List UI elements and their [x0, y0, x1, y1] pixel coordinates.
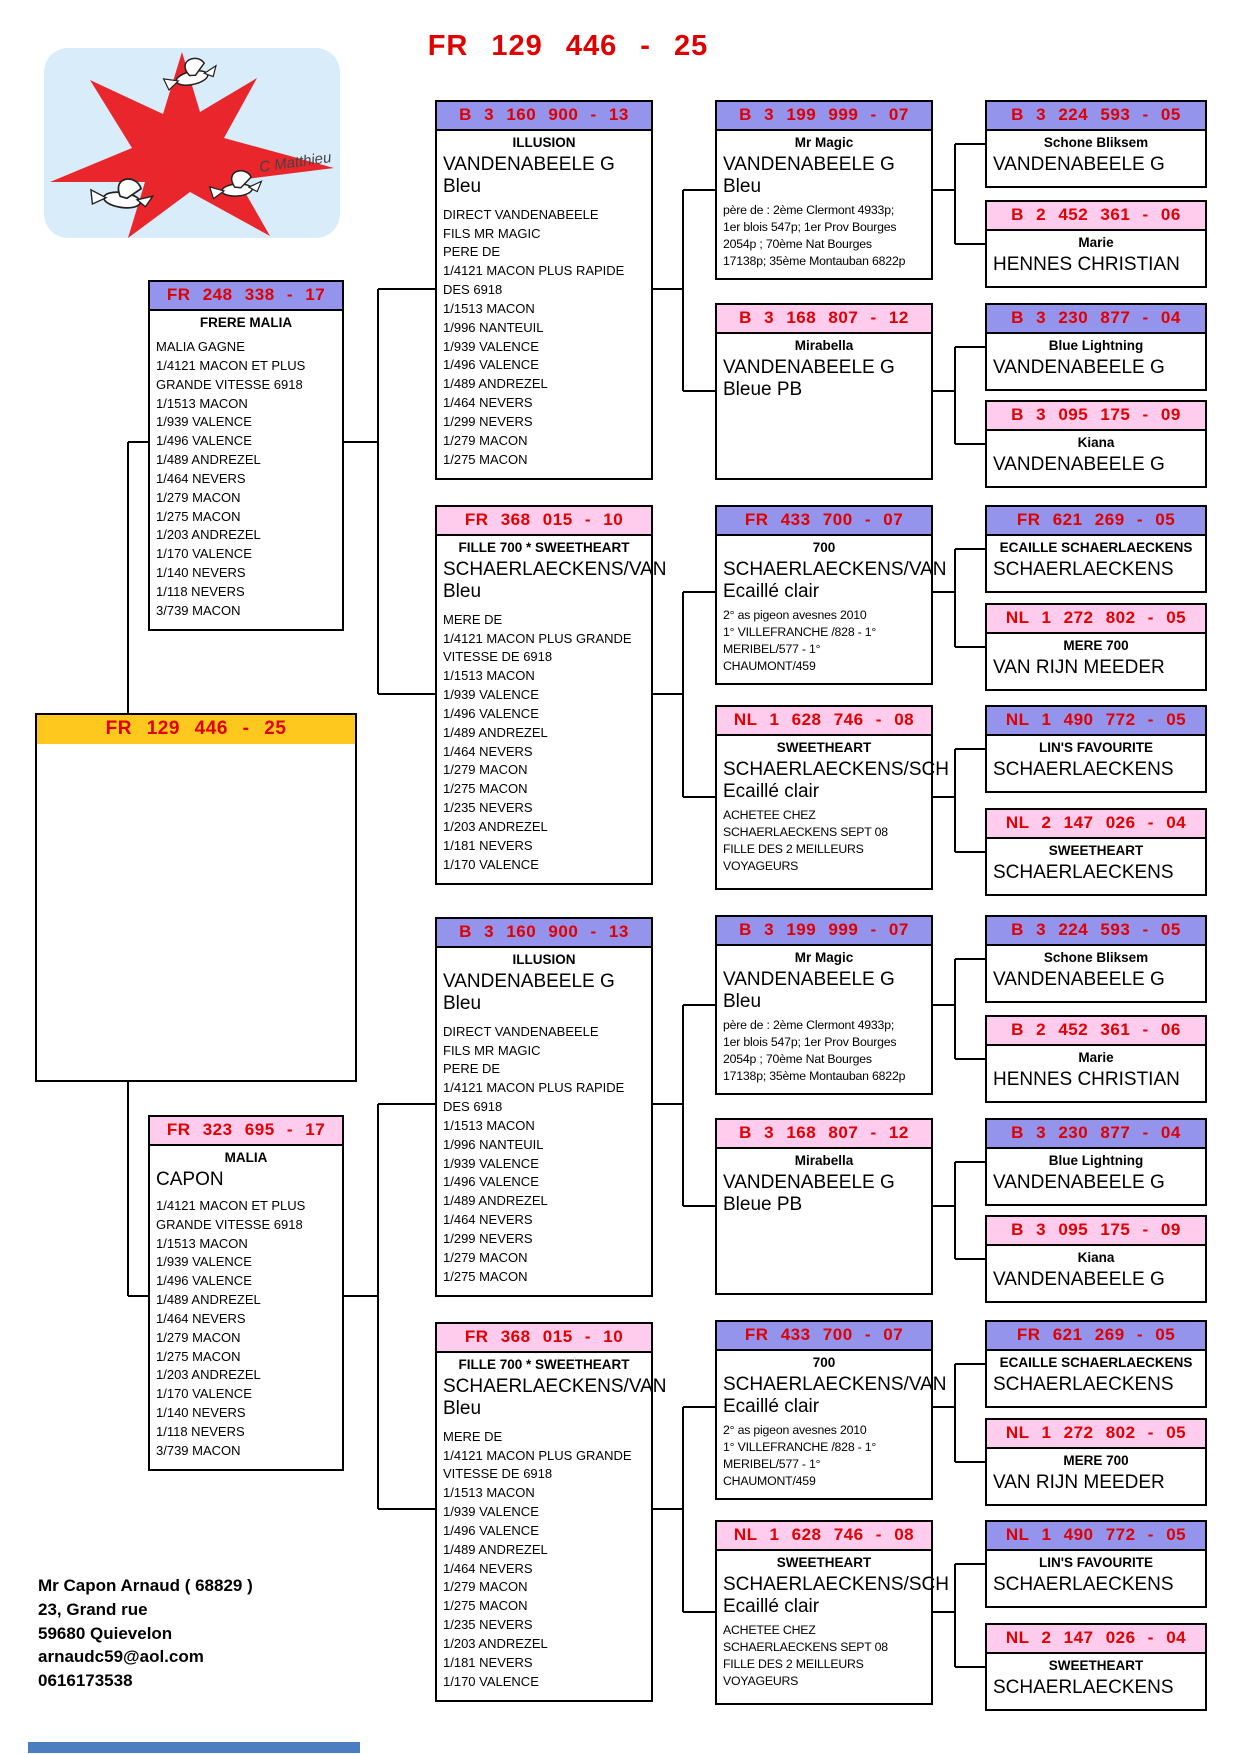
pedigree-box-sweetheart-08: [715, 1520, 949, 1705]
result-line: 1/279 MACON: [443, 432, 528, 448]
fancier-name: VANDENABEELE G: [723, 1172, 895, 1193]
box-body: [717, 1551, 949, 1698]
result-line: 3/739 MACON: [156, 602, 241, 618]
pedigree-box-schone-bliksem: [985, 915, 1207, 1003]
pigeon-name: ILLUSION: [512, 952, 576, 967]
fancier-name: SCHAERLAECKENS: [993, 1574, 1174, 1595]
ring-number: B 3 224 593 - 05: [987, 917, 1205, 946]
result-line: 1° VILLEFRANCHE /828 - 1°: [723, 624, 877, 639]
result-line: 1/496 VALENCE: [443, 1522, 539, 1538]
box-body: [987, 839, 1205, 892]
pigeon-name: Marie: [1078, 1050, 1114, 1065]
pigeon-name: Kiana: [1077, 1250, 1115, 1265]
pedigree-box-sweetheart-08: [715, 705, 949, 890]
result-line: 2054p ; 70ème Nat Bourges: [723, 1051, 872, 1066]
pedigree-box-ecaille-schaerlaeckens: [985, 1320, 1207, 1408]
box-body: [987, 131, 1205, 184]
box-body: [987, 634, 1205, 687]
pigeon-name: Marie: [1078, 235, 1114, 250]
pigeon-color: Bleu: [723, 990, 762, 1012]
result-line: 1/1513 MACON: [443, 1485, 535, 1501]
ring-number: B 3 160 900 - 13: [437, 102, 651, 131]
result-line: MERIBEL/577 - 1°: [723, 1456, 821, 1471]
pigeon-name: ECAILLE SCHAERLAECKENS: [999, 1355, 1193, 1370]
result-line: 1/496 VALENCE: [156, 1273, 252, 1289]
ring-number: NL 1 272 802 - 05: [987, 1420, 1205, 1449]
result-line: 1/275 MACON: [443, 1268, 528, 1284]
ring-number: FR 621 269 - 05: [987, 507, 1205, 536]
result-line: 3/739 MACON: [156, 1442, 241, 1458]
result-line: 2° as pigeon avesnes 2010: [723, 607, 867, 622]
box-body: [987, 1046, 1205, 1099]
result-line: 1/489 ANDREZEL: [443, 376, 548, 392]
fancier-name: HENNES CHRISTIAN: [993, 254, 1180, 275]
result-line: 2° as pigeon avesnes 2010: [723, 1422, 867, 1437]
ring-number: FR 433 700 - 07: [717, 1322, 931, 1351]
box-body: [987, 1351, 1205, 1404]
pigeon-name: 700: [812, 1355, 836, 1370]
pedigree-box-700: [715, 505, 947, 685]
fancier-name: SCHAERLAECKENS/VAN: [723, 1374, 947, 1395]
ring-number: B 3 199 999 - 07: [717, 917, 931, 946]
result-line: 1/1513 MACON: [156, 1235, 248, 1251]
result-line: 1/170 VALENCE: [156, 1386, 252, 1402]
result-line: 1/279 MACON: [156, 489, 241, 505]
pigeon-name: Blue Lightning: [1048, 338, 1144, 353]
result-line: GRANDE VITESSE 6918: [156, 1216, 303, 1232]
pedigree-box-blue-lightning: [985, 303, 1207, 391]
results-list: [723, 1620, 925, 1690]
result-line: 1/489 ANDREZEL: [443, 1193, 548, 1209]
fancier-name: VAN RIJN MEEDER: [993, 657, 1165, 678]
result-line: ACHETEE CHEZ: [723, 807, 816, 822]
result-line: CHAUMONT/459: [723, 1473, 816, 1488]
result-line: DES 6918: [443, 1099, 503, 1115]
pedigree-box-marie: [985, 200, 1207, 288]
pigeon-color: Bleu: [443, 175, 482, 197]
result-line: 1/170 VALENCE: [443, 1673, 539, 1689]
result-line: 1/118 NEVERS: [156, 1423, 245, 1439]
result-line: 1/939 VALENCE: [443, 687, 539, 703]
pedigree-box-blue-lightning: [985, 1118, 1207, 1206]
subject-box-body: [35, 744, 357, 1082]
pedigree-box-mere-700: [985, 1418, 1207, 1506]
result-line: CHAUMONT/459: [723, 658, 816, 673]
fancier-name: VANDENABEELE G: [723, 357, 895, 378]
results-list: [723, 200, 925, 270]
pedigree-box-fille-700-sweetheart: [435, 1322, 667, 1702]
result-line: 1° VILLEFRANCHE /828 - 1°: [723, 1439, 877, 1454]
fancier-name: VANDENABEELE G: [993, 154, 1165, 175]
ring-number: B 3 224 593 - 05: [987, 102, 1205, 131]
pigeon-name: SWEETHEART: [1048, 1658, 1144, 1673]
pedigree-box-lins-favourite: [985, 705, 1207, 793]
result-line: 1/489 ANDREZEL: [156, 452, 261, 468]
result-line: FILLE DES 2 MEILLEURS: [723, 841, 864, 856]
result-line: 1/496 VALENCE: [156, 433, 252, 449]
fancier-name: SCHAERLAECKENS/SCH: [723, 1574, 949, 1595]
result-line: 1/939 VALENCE: [156, 1254, 252, 1270]
result-line: 1/939 VALENCE: [443, 1504, 539, 1520]
ring-number: NL 1 628 746 - 08: [717, 1522, 931, 1551]
fancier-name: SCHAERLAECKENS/VAN: [443, 559, 667, 580]
fancier-name: SCHAERLAECKENS: [993, 1374, 1174, 1395]
pigeon-name: ECAILLE SCHAERLAECKENS: [999, 540, 1193, 555]
result-line: 1er blois 547p; 1er Prov Bourges: [723, 1034, 897, 1049]
pigeon-name: Mirabella: [794, 338, 854, 353]
ring-number: NL 1 272 802 - 05: [987, 605, 1205, 634]
pigeon-name: Mr Magic: [794, 135, 854, 150]
pigeon-name: FILLE 700 * SWEETHEART: [458, 540, 630, 555]
ring-number: NL 2 147 026 - 04: [987, 1625, 1205, 1654]
ring-number: B 3 168 807 - 12: [717, 1120, 931, 1149]
fancier-name: VANDENABEELE G: [723, 154, 895, 175]
box-body: [987, 736, 1205, 789]
result-line: SCHAERLAECKENS SEPT 08: [723, 824, 888, 839]
ring-number: B 3 230 877 - 04: [987, 305, 1205, 334]
result-line: 1/235 NEVERS: [443, 800, 533, 816]
pedigree-box-sweetheart-04: [985, 1623, 1207, 1711]
result-line: 1/464 NEVERS: [443, 1560, 533, 1576]
result-line: FILLE DES 2 MEILLEURS: [723, 1656, 864, 1671]
result-line: SCHAERLAECKENS SEPT 08: [723, 1639, 888, 1654]
pigeon-name: MALIA: [224, 1150, 268, 1165]
fancier-name: SCHAERLAECKENS/VAN: [723, 559, 947, 580]
result-line: MERE DE: [443, 1428, 503, 1444]
box-body: [987, 1149, 1205, 1202]
pigeon-color: Ecaillé clair: [723, 780, 820, 802]
result-line: 1/203 ANDREZEL: [156, 527, 261, 543]
result-line: 1/4121 MACON ET PLUS: [156, 1197, 306, 1213]
footer-bar: [28, 1742, 360, 1753]
result-line: 1/996 NANTEUIL: [443, 1136, 544, 1152]
result-line: 1/170 VALENCE: [156, 546, 252, 562]
fancier-name: SCHAERLAECKENS: [993, 862, 1174, 883]
fancier-name: VAN RIJN MEEDER: [993, 1472, 1165, 1493]
result-line: 1/181 NEVERS: [443, 1654, 533, 1670]
pedigree-box-700: [715, 1320, 947, 1500]
box-body: [987, 536, 1205, 589]
pedigree-box-lins-favourite: [985, 1520, 1207, 1608]
results-list: [443, 1422, 645, 1692]
results-list: [723, 1015, 925, 1085]
result-line: 1/489 ANDREZEL: [156, 1292, 261, 1308]
pedigree-box-frere-malia: [148, 280, 344, 631]
pigeon-name: FILLE 700 * SWEETHEART: [458, 1357, 630, 1372]
result-line: MERE DE: [443, 611, 503, 627]
pedigree-box-malia: [148, 1115, 344, 1471]
box-body: [987, 1246, 1205, 1299]
ring-number: FR 368 015 - 10: [437, 1324, 651, 1353]
box-body: [437, 948, 651, 1295]
result-line: 1/939 VALENCE: [156, 414, 252, 430]
result-line: 1/464 NEVERS: [156, 470, 246, 486]
box-body: [987, 946, 1205, 999]
contact-city: 59680 Quievelon: [38, 1623, 173, 1643]
fancier-name: VANDENABEELE G: [993, 1172, 1165, 1193]
pigeon-name: Schone Bliksem: [1043, 950, 1149, 965]
result-line: VITESSE DE 6918: [443, 1466, 553, 1482]
ring-number: FR 433 700 - 07: [717, 507, 931, 536]
result-line: 1/4121 MACON PLUS RAPIDE: [443, 1080, 625, 1096]
box-body: [717, 946, 931, 1093]
pigeon-name: Schone Bliksem: [1043, 135, 1149, 150]
result-line: 1/275 MACON: [443, 1598, 528, 1614]
result-line: 1/1513 MACON: [156, 395, 248, 411]
ring-number: NL 1 490 772 - 05: [987, 1522, 1205, 1551]
result-line: 1/170 VALENCE: [443, 856, 539, 872]
pedigree-box-marie: [985, 1015, 1207, 1103]
pedigree-box-kiana: [985, 1215, 1207, 1303]
box-body: [437, 1353, 667, 1700]
pigeon-name: SWEETHEART: [776, 1555, 872, 1570]
result-line: DIRECT VANDENABEELE: [443, 206, 599, 222]
result-line: 1/275 MACON: [156, 508, 241, 524]
fancier-name: SCHAERLAECKENS/SCH: [723, 759, 949, 780]
box-body: [150, 311, 342, 629]
fancier-name: SCHAERLAECKENS: [993, 1677, 1174, 1698]
ring-number: NL 2 147 026 - 04: [987, 810, 1205, 839]
pedigree-box-mirabella: [715, 1118, 933, 1295]
result-line: DES 6918: [443, 282, 503, 298]
ring-number: B 3 168 807 - 12: [717, 305, 931, 334]
ring-number: B 3 160 900 - 13: [437, 919, 651, 948]
pedigree-box-mr-magic: [715, 915, 933, 1095]
result-line: 1/275 MACON: [156, 1348, 241, 1364]
result-line: VOYAGEURS: [723, 858, 799, 873]
result-line: 1/1513 MACON: [443, 668, 535, 684]
pigeon-name: FRERE MALIA: [199, 315, 293, 330]
ring-number: FR 248 338 - 17: [150, 282, 342, 311]
result-line: 1/489 ANDREZEL: [443, 1541, 548, 1557]
result-line: VOYAGEURS: [723, 1673, 799, 1688]
box-body: [987, 1551, 1205, 1604]
result-line: FILS MR MAGIC: [443, 225, 541, 241]
box-body: [717, 131, 931, 278]
result-line: 1/1513 MACON: [443, 300, 535, 316]
box-body: [987, 1449, 1205, 1502]
pedigree-box-ecaille-schaerlaeckens: [985, 505, 1207, 593]
result-line: 1/275 MACON: [443, 451, 528, 467]
pigeon-name: 700: [812, 540, 836, 555]
pedigree-box-illusion: [435, 100, 653, 480]
result-line: 1/118 NEVERS: [156, 583, 245, 599]
result-line: 1/4121 MACON ET PLUS: [156, 357, 306, 373]
ring-number: NL 1 628 746 - 08: [717, 707, 931, 736]
result-line: PERE DE: [443, 244, 501, 260]
result-line: MALIA GAGNE: [156, 339, 245, 354]
result-line: 1/464 NEVERS: [443, 395, 533, 411]
result-line: 1/4121 MACON PLUS GRANDE: [443, 1447, 632, 1463]
fancier-name: SCHAERLAECKENS: [993, 759, 1174, 780]
result-line: 1/496 VALENCE: [443, 1174, 539, 1190]
result-line: 17138p; 35ème Montauban 6822p: [723, 253, 906, 268]
result-line: 1/140 NEVERS: [156, 565, 246, 581]
result-line: 1/939 VALENCE: [443, 338, 539, 354]
pigeon-name: LIN'S FAVOURITE: [1039, 740, 1153, 755]
result-line: GRANDE VITESSE 6918: [156, 376, 303, 392]
box-body: [150, 1146, 342, 1469]
fancier-name: SCHAERLAECKENS: [993, 559, 1174, 580]
result-line: 1/279 MACON: [156, 1329, 241, 1345]
pigeon-color: Bleue PB: [723, 1193, 803, 1215]
result-line: 17138p; 35ème Montauban 6822p: [723, 1068, 906, 1083]
result-line: 1/181 NEVERS: [443, 837, 533, 853]
result-line: 1/203 ANDREZEL: [443, 818, 548, 834]
box-body: [717, 1149, 931, 1226]
box-body: [717, 536, 947, 683]
fancier-name: VANDENABEELE G: [993, 357, 1165, 378]
pigeon-name: MERE 700: [1063, 1453, 1129, 1468]
result-line: 1/464 NEVERS: [443, 743, 533, 759]
box-body: [987, 431, 1205, 484]
ring-number: B 3 230 877 - 04: [987, 1120, 1205, 1149]
box-body: [717, 1351, 947, 1498]
result-line: 1/279 MACON: [443, 1579, 528, 1595]
ring-number: B 2 452 361 - 06: [987, 1017, 1205, 1046]
ring-number: B 2 452 361 - 06: [987, 202, 1205, 231]
results-list: [443, 1017, 645, 1287]
pigeon-color: Ecaillé clair: [723, 1395, 820, 1417]
results-list: [723, 805, 925, 875]
box-body: [437, 131, 651, 478]
ring-number: FR 621 269 - 05: [987, 1322, 1205, 1351]
results-list: [723, 605, 925, 675]
result-line: 1/4121 MACON PLUS GRANDE: [443, 630, 632, 646]
result-line: 1/279 MACON: [443, 1249, 528, 1265]
result-line: PERE DE: [443, 1061, 501, 1077]
result-line: 1/203 ANDREZEL: [443, 1635, 548, 1651]
pigeon-name: Mirabella: [794, 1153, 854, 1168]
result-line: 1/235 NEVERS: [443, 1617, 533, 1633]
result-line: 1/996 NANTEUIL: [443, 319, 544, 335]
fancier-name: VANDENABEELE G: [723, 969, 895, 990]
pedigree-box-fille-700-sweetheart: [435, 505, 667, 885]
contact-street: 23, Grand rue: [38, 1599, 148, 1619]
box-body: [717, 334, 931, 411]
pigeon-color: Ecaillé clair: [723, 580, 820, 602]
pigeon-color: Bleu: [443, 992, 482, 1014]
result-line: DIRECT VANDENABEELE: [443, 1023, 599, 1039]
fancier-name: HENNES CHRISTIAN: [993, 1069, 1180, 1090]
result-line: 1/496 VALENCE: [443, 705, 539, 721]
result-line: 1er blois 547p; 1er Prov Bourges: [723, 219, 897, 234]
result-line: père de : 2ème Clermont 4933p;: [723, 202, 895, 217]
pedigree-box-kiana: [985, 400, 1207, 488]
fancier-name: VANDENABEELE G: [443, 154, 615, 175]
box-body: [987, 334, 1205, 387]
results-list: [723, 1420, 925, 1490]
ring-number: FR 323 695 - 17: [150, 1117, 342, 1146]
box-body: [717, 736, 949, 883]
box-body: [437, 536, 667, 883]
result-line: 1/275 MACON: [443, 781, 528, 797]
results-list: [443, 605, 645, 875]
contact-phone: 0616173538: [38, 1671, 133, 1691]
pedigree-box-illusion: [435, 917, 653, 1297]
ring-number: B 3 199 999 - 07: [717, 102, 931, 131]
box-body: [987, 1654, 1205, 1707]
pigeon-color: Ecaillé clair: [723, 1595, 820, 1617]
result-line: 1/496 VALENCE: [443, 357, 539, 373]
pigeon-name: MERE 700: [1063, 638, 1129, 653]
loft-logo: [42, 40, 342, 245]
results-list: [156, 332, 336, 621]
contact-name: Mr Capon Arnaud ( 68829 ): [38, 1576, 253, 1595]
fancier-name: VANDENABEELE G: [443, 971, 615, 992]
subject-ring-number: FR 129 446 - 25: [35, 713, 357, 746]
result-line: 1/464 NEVERS: [156, 1310, 246, 1326]
result-line: 1/140 NEVERS: [156, 1405, 246, 1421]
pigeon-name: LIN'S FAVOURITE: [1039, 1555, 1153, 1570]
pedigree-box-mr-magic: [715, 100, 933, 280]
pedigree-box-mere-700: [985, 603, 1207, 691]
page-title: FR 129 446 - 25: [427, 30, 709, 62]
signature-text: C Matthieu: [258, 149, 333, 176]
ring-number: B 3 095 175 - 09: [987, 402, 1205, 431]
fancier-name: CAPON: [156, 1169, 224, 1190]
result-line: père de : 2ème Clermont 4933p;: [723, 1017, 895, 1032]
result-line: 1/4121 MACON PLUS RAPIDE: [443, 263, 625, 279]
result-line: 1/299 NEVERS: [443, 1230, 533, 1246]
result-line: 1/203 ANDREZEL: [156, 1367, 261, 1383]
pedigree-box-sweetheart-04: [985, 808, 1207, 896]
fancier-name: VANDENABEELE G: [993, 969, 1165, 990]
pigeon-color: Bleu: [443, 580, 482, 602]
result-line: 1/1513 MACON: [443, 1117, 535, 1133]
result-line: 2054p ; 70ème Nat Bourges: [723, 236, 872, 251]
pigeon-color: Bleu: [723, 175, 762, 197]
ring-number: B 3 095 175 - 09: [987, 1217, 1205, 1246]
results-list: [443, 200, 645, 470]
ring-number: FR 368 015 - 10: [437, 507, 651, 536]
fancier-name: VANDENABEELE G: [993, 1269, 1165, 1290]
fancier-name: VANDENABEELE G: [993, 454, 1165, 475]
fancier-name: SCHAERLAECKENS/VAN: [443, 1376, 667, 1397]
pigeon-name: Mr Magic: [794, 950, 854, 965]
pigeon-name: SWEETHEART: [1048, 843, 1144, 858]
result-line: ACHETEE CHEZ: [723, 1622, 816, 1637]
pigeon-color: Bleue PB: [723, 378, 803, 400]
pigeon-name: SWEETHEART: [776, 740, 872, 755]
box-body: [987, 231, 1205, 284]
pedigree-box-mirabella: [715, 303, 933, 480]
result-line: 1/299 NEVERS: [443, 413, 533, 429]
result-line: 1/279 MACON: [443, 762, 528, 778]
result-line: 1/489 ANDREZEL: [443, 724, 548, 740]
pedigree-box-schone-bliksem: [985, 100, 1207, 188]
contact-email: arnaudc59@aol.com: [38, 1647, 204, 1667]
result-line: MERIBEL/577 - 1°: [723, 641, 821, 656]
breeder-contact-block: [38, 1574, 253, 1693]
ring-number: NL 1 490 772 - 05: [987, 707, 1205, 736]
pigeon-name: ILLUSION: [512, 135, 576, 150]
pigeon-color: Bleu: [443, 1397, 482, 1419]
pigeon-name: Blue Lightning: [1048, 1153, 1144, 1168]
result-line: 1/464 NEVERS: [443, 1212, 533, 1228]
pigeon-name: Kiana: [1077, 435, 1115, 450]
results-list: [156, 1191, 336, 1461]
result-line: FILS MR MAGIC: [443, 1042, 541, 1058]
result-line: 1/939 VALENCE: [443, 1155, 539, 1171]
result-line: VITESSE DE 6918: [443, 649, 553, 665]
